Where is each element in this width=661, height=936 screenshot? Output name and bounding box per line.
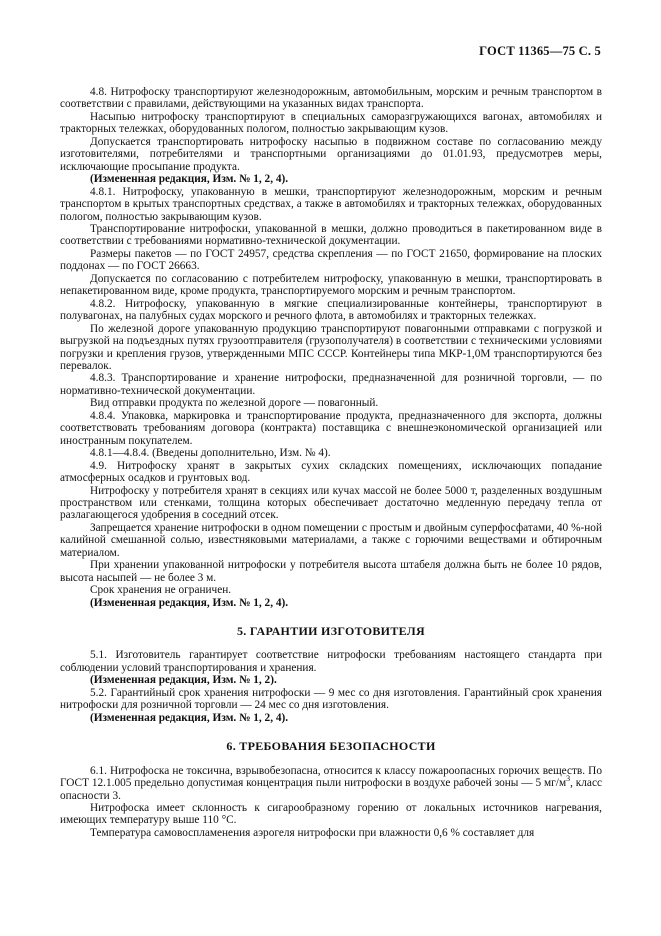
paragraph: Запрещается хранение нитрофоски в одном помещении с простым и двойным суперфосфатами, 40 %-ной калийной смешанной солью, известняковыми материалами, а также с горючими веществами и обтирочным материалом. — [60, 521, 602, 559]
revision-note: (Измененная редакция, Изм. № 1, 2, 4). — [90, 596, 289, 609]
page-header: ГОСТ 11365—75 С. 5 — [479, 44, 601, 58]
paragraph-6-1-tail: , класс опасности 3. — [60, 777, 602, 802]
paragraph: 5.1. Изготовитель гарантирует соответствие нитрофоски требованиям настоящего стандарта при соблюдении условий транспортирования и хранения. — [60, 649, 602, 674]
paragraph: Допускается по согласованию с потребителем нитрофоску, упакованную в мешки, транспортировать в непакетированном виде, кроме продукта, транспортируемого морским и речным транспортом. — [60, 272, 602, 298]
paragraph: 4.8.2. Нитрофоску, упакованную в мягкие специализированные контейнеры, транспортируют в полувагонах, на палубных судах морского и речного флота, в автомобилях и тракторных тележках. — [60, 297, 602, 323]
paragraph: 4.8. Нитрофоску транспортируют железнодорожным, автомобильным, морским и речным транспортом в соответствии с правилами, действующими на указанных видах транспорта. — [60, 86, 602, 111]
paragraph: Температура самовоспламенения аэрогеля нитрофоски при влажности 0,6 % составляет для — [90, 826, 535, 839]
paragraph: 4.9. Нитрофоску хранят в закрытых сухих складских помещениях, исключающих попадание атмосферных осадков и грунтовых вод. — [60, 459, 602, 485]
paragraph: По железной дороге упакованную продукцию транспортируют повагонными отправками с погрузкой и выгрузкой на подъездных путях грузоотправителя (грузополучателя) в соответствии с техническими условиями погрузки и крепления грузов, утвержденными МПС СССР. Контейнеры типа МКР-1,0М транспортируются без перевалок. — [60, 322, 602, 372]
paragraph: Допускается транспортировать нитрофоску насыпью в подвижном составе по согласованию между изготовителями, потребителями и транспортными организациями до 01.01.93, предусмотрев меры, исключающие просыпание продукта. — [60, 135, 602, 173]
section-5-heading: 5. ГАРАНТИИ ИЗГОТОВИТЕЛЯ — [237, 624, 425, 639]
paragraph: Размеры пакетов — по ГОСТ 24957, средства скрепления — по ГОСТ 21650, формирование на плоских поддонах — по ГОСТ 26663. — [60, 247, 602, 273]
paragraph: Нитрофоска имеет склонность к сигарообразному горению от локальных источников нагревания, имеющих температуру выше 110 °С. — [60, 802, 602, 827]
paragraph: При хранении упакованной нитрофоски у потребителя высота штабеля должна быть не более 10 рядов, высота насыпей — не более 3 м. — [60, 559, 602, 584]
paragraph: 4.8.3. Транспортирование и хранение нитрофоски, предназначенной для розничной торговли, — по нормативно-технической документации. — [60, 372, 602, 397]
paragraph: 4.8.1. Нитрофоску, упакованную в мешки, транспортируют железнодорожным, морским и речным транспортом в крытых транспортных средствах, а также в автомобилях и тракторных тележках, оборудованных пологом, полностью закрывающим кузов. — [60, 185, 602, 223]
paragraph: Транспортирование нитрофоски, упакованной в мешки, должно проводиться в пакетированном виде в соответствии с требованиями нормативно-технической документации. — [60, 222, 602, 248]
revision-note: (Измененная редакция, Изм. № 1, 2, 4). — [90, 711, 289, 724]
paragraph-6-1 — [60, 765, 602, 802]
paragraph-introduced-note: 4.8.1—4.8.4. (Введены дополнительно, Изм. № 4). — [90, 447, 331, 460]
paragraph: 4.8.4. Упаковка, маркировка и транспортирование продукта, предназначенного для экспорта, должны соответствовать требованиям договора (контракта) поставщика с внешнеэкономической организацией или иностранным покупателем. — [60, 409, 602, 447]
paragraph: Срок хранения не ограничен. — [90, 584, 232, 597]
section-6-heading: 6. ТРЕБОВАНИЯ БЕЗОПАСНОСТИ — [226, 739, 436, 754]
revision-note: (Измененная редакция, Изм. № 1, 2). — [90, 674, 277, 687]
superscript: 3 — [566, 774, 571, 784]
paragraph: Нитрофоску у потребителя хранят в секциях или кучах массой не более 5000 т, разделенных воздушным пространством или стенками, толщина которых обеспечивает достаточно медленную передачу тепла от разлагающегося удобрения в соседний отсек. — [60, 484, 602, 522]
paragraph: Насыпью нитрофоску транспортируют в специальных саморазгружающихся вагонах, автомобилях и тракторных тележках, оборудованных пологом, полностью закрывающим кузов. — [60, 110, 602, 136]
paragraph: 5.2. Гарантийный срок хранения нитрофоски — 9 мес со дня изготовления. Гарантийный срок хранения нитрофоски для розничной торговли — 24 мес со дня изготовления. — [60, 686, 602, 712]
paragraph: Вид отправки продукта по железной дороге — повагонный. — [90, 397, 379, 410]
revision-note: (Измененная редакция, Изм. № 1, 2, 4). — [90, 173, 289, 186]
document-body — [60, 86, 602, 839]
paragraph-6-1-text: 6.1. Нитрофоска не токсична, взрывобезопасна, относится к классу пожароопасных горючих веществ. По ГОСТ 12.1.005 предельно допустимая концентрация пыли нитрофоски в воздухе рабочей зоны — 5 мг/м — [60, 764, 602, 790]
